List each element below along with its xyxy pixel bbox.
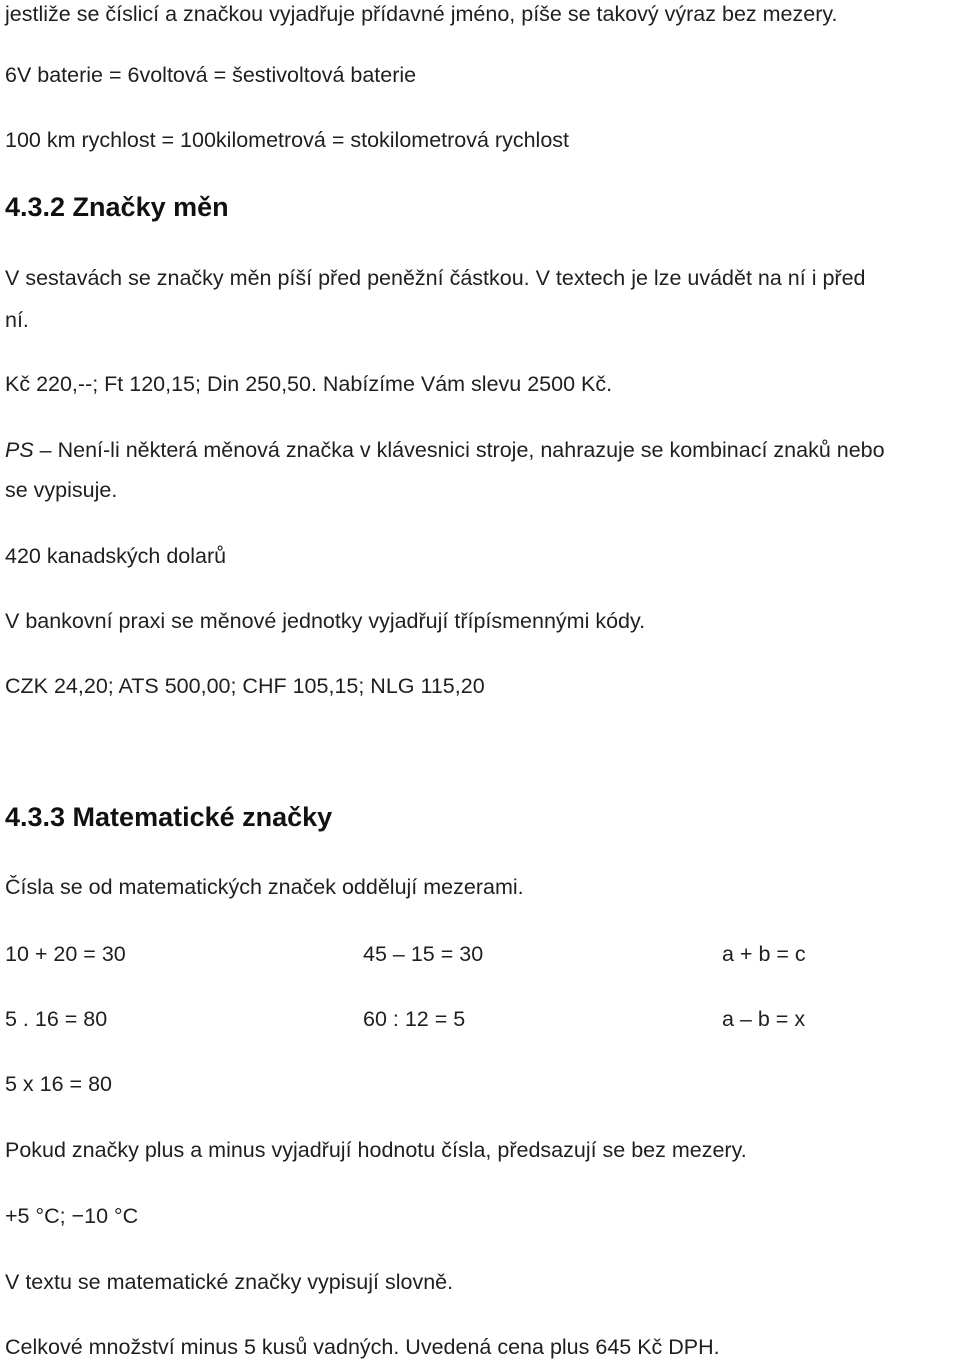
math-example: 10 + 20 = 30 bbox=[5, 942, 126, 966]
ps-note bbox=[5, 437, 885, 463]
math-example: a – b = x bbox=[722, 1007, 806, 1031]
heading-currency-signs: 4.3.2 Značky měn bbox=[5, 192, 229, 222]
math-example: 5 x 16 = 80 bbox=[5, 1072, 112, 1096]
ps-note-continuation: se vypisuje. bbox=[5, 478, 118, 502]
paragraph-codes: V bankovní praxi se měnové jednotky vyjadřují třípísmennými kódy. bbox=[5, 609, 646, 633]
ps-label: PS bbox=[5, 438, 34, 462]
math-example: 45 – 15 = 30 bbox=[363, 942, 484, 966]
paragraph-words: V textu se matematické značky vypisují slovně. bbox=[5, 1270, 454, 1294]
example-battery: 6V baterie = 6voltová = šestivoltová baterie bbox=[5, 63, 417, 87]
text-line: jestliže se číslicí a značkou vyjadřuje přídavné jméno, píše se takový výraz bez mezery. bbox=[5, 2, 838, 26]
example-temperature: +5 °C; −10 °C bbox=[5, 1204, 139, 1228]
paragraph-sign-values: Pokud značky plus a minus vyjadřují hodnotu čísla, předsazují se bez mezery. bbox=[5, 1138, 747, 1162]
example-speed: 100 km rychlost = 100kilometrová = stokilometrová rychlost bbox=[5, 128, 570, 152]
paragraph-line: V sestavách se značky měn píší před peněžní částkou. V textech je lze uvádět na ní i před bbox=[5, 266, 866, 290]
heading-math-signs: 4.3.3 Matematické značky bbox=[5, 802, 333, 832]
paragraph-math: Čísla se od matematických značek oddělují mezerami. bbox=[5, 875, 524, 899]
paragraph-line: ní. bbox=[5, 308, 29, 332]
math-example: a + b = c bbox=[722, 942, 806, 966]
example-words: Celkové množství minus 5 kusů vadných. Uvedená cena plus 645 Kč DPH. bbox=[5, 1335, 720, 1359]
example-currency: Kč 220,--; Ft 120,15; Din 250,50. Nabízíme Vám slevu 2500 Kč. bbox=[5, 372, 613, 396]
ps-text: – Není-li některá měnová značka v klávesnici stroje, nahrazuje se kombinací znaků nebo bbox=[33, 438, 885, 462]
math-example: 60 : 12 = 5 bbox=[363, 1007, 466, 1031]
example-codes: CZK 24,20; ATS 500,00; CHF 105,15; NLG 115,20 bbox=[5, 674, 485, 698]
example-dollars: 420 kanadských dolarů bbox=[5, 544, 227, 568]
math-example: 5 . 16 = 80 bbox=[5, 1007, 108, 1031]
